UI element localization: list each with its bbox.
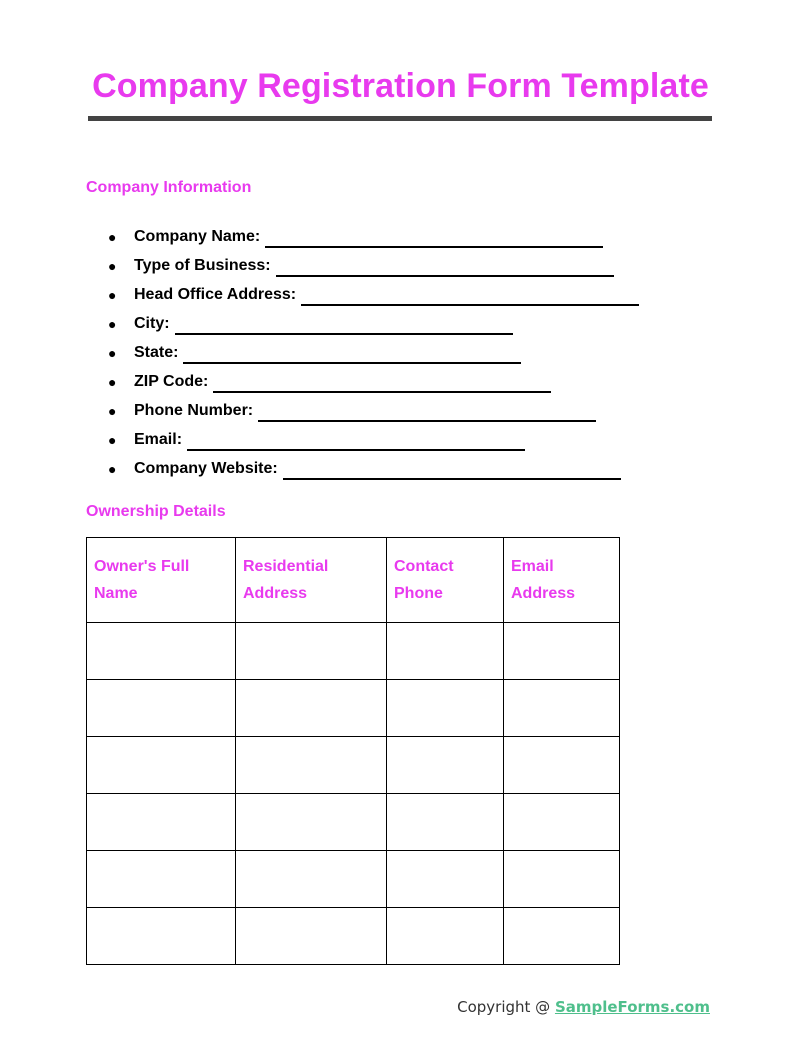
bullet-icon: ● <box>108 460 117 477</box>
table-cell[interactable] <box>387 623 504 680</box>
table-cell[interactable] <box>87 680 236 737</box>
table-header-row <box>87 538 620 623</box>
ownership-details-heading: Ownership Details <box>86 503 226 520</box>
head-office-address-blank[interactable] <box>301 288 639 306</box>
bullet-icon: ● <box>108 228 117 245</box>
column-header-email-address: Email Address <box>504 538 620 623</box>
field-state <box>108 338 639 367</box>
phone-number-blank[interactable] <box>258 404 596 422</box>
bullet-icon: ● <box>108 286 117 303</box>
table-cell[interactable] <box>236 908 387 965</box>
table-cell[interactable] <box>504 908 620 965</box>
table-cell[interactable] <box>504 680 620 737</box>
table-row <box>87 623 620 680</box>
field-label: Email: <box>134 430 183 448</box>
title-divider <box>88 116 712 121</box>
bullet-icon: ● <box>108 431 117 448</box>
table-cell[interactable] <box>504 737 620 794</box>
table-cell[interactable] <box>504 623 620 680</box>
copyright-text: Copyright @ <box>457 998 555 1016</box>
document-title: Company Registration Form Template <box>92 67 709 105</box>
table-cell[interactable] <box>387 680 504 737</box>
field-phone-number <box>108 396 639 425</box>
footer-copyright <box>457 998 710 1016</box>
field-head-office-address <box>108 280 639 309</box>
company-information-list <box>108 222 639 483</box>
table-cell[interactable] <box>504 851 620 908</box>
column-header-residential-address: Residential Address <box>236 538 387 623</box>
ownership-table <box>86 537 620 965</box>
table-cell[interactable] <box>387 737 504 794</box>
field-label: Head Office Address: <box>134 285 297 303</box>
field-label: Company Website: <box>134 459 278 477</box>
table-cell[interactable] <box>387 851 504 908</box>
table-cell[interactable] <box>387 908 504 965</box>
company-name-blank[interactable] <box>265 230 603 248</box>
table-cell[interactable] <box>504 794 620 851</box>
zip-code-blank[interactable] <box>213 375 551 393</box>
bullet-icon: ● <box>108 315 117 332</box>
table-cell[interactable] <box>87 623 236 680</box>
state-blank[interactable] <box>183 346 521 364</box>
field-city <box>108 309 639 338</box>
table-cell[interactable] <box>387 794 504 851</box>
table-cell[interactable] <box>87 851 236 908</box>
table-row <box>87 908 620 965</box>
table-row <box>87 680 620 737</box>
field-company-website <box>108 454 639 483</box>
table-cell[interactable] <box>236 851 387 908</box>
table-cell[interactable] <box>236 623 387 680</box>
table-cell[interactable] <box>87 794 236 851</box>
column-header-contact-phone: Contact Phone <box>387 538 504 623</box>
table-row <box>87 851 620 908</box>
city-blank[interactable] <box>175 317 513 335</box>
bullet-icon: ● <box>108 257 117 274</box>
type-of-business-blank[interactable] <box>276 259 614 277</box>
table-row <box>87 737 620 794</box>
field-label: City: <box>134 314 170 332</box>
bullet-icon: ● <box>108 373 117 390</box>
field-company-name <box>108 222 639 251</box>
field-zip-code <box>108 367 639 396</box>
field-label: State: <box>134 343 179 361</box>
field-label: Type of Business: <box>134 256 271 274</box>
table-cell[interactable] <box>236 737 387 794</box>
bullet-icon: ● <box>108 402 117 419</box>
table-cell[interactable] <box>87 737 236 794</box>
field-label: Phone Number: <box>134 401 254 419</box>
field-email <box>108 425 639 454</box>
table-cell[interactable] <box>236 680 387 737</box>
email-blank[interactable] <box>187 433 525 451</box>
column-header-owner-name: Owner's Full Name <box>87 538 236 623</box>
table-cell[interactable] <box>87 908 236 965</box>
bullet-icon: ● <box>108 344 117 361</box>
company-website-blank[interactable] <box>283 462 621 480</box>
field-label: ZIP Code: <box>134 372 209 390</box>
table-cell[interactable] <box>236 794 387 851</box>
table-row <box>87 794 620 851</box>
field-label: Company Name: <box>134 227 261 245</box>
sampleforms-link[interactable]: SampleForms.com <box>554 998 710 1016</box>
field-type-of-business <box>108 251 639 280</box>
company-information-heading: Company Information <box>86 179 252 196</box>
